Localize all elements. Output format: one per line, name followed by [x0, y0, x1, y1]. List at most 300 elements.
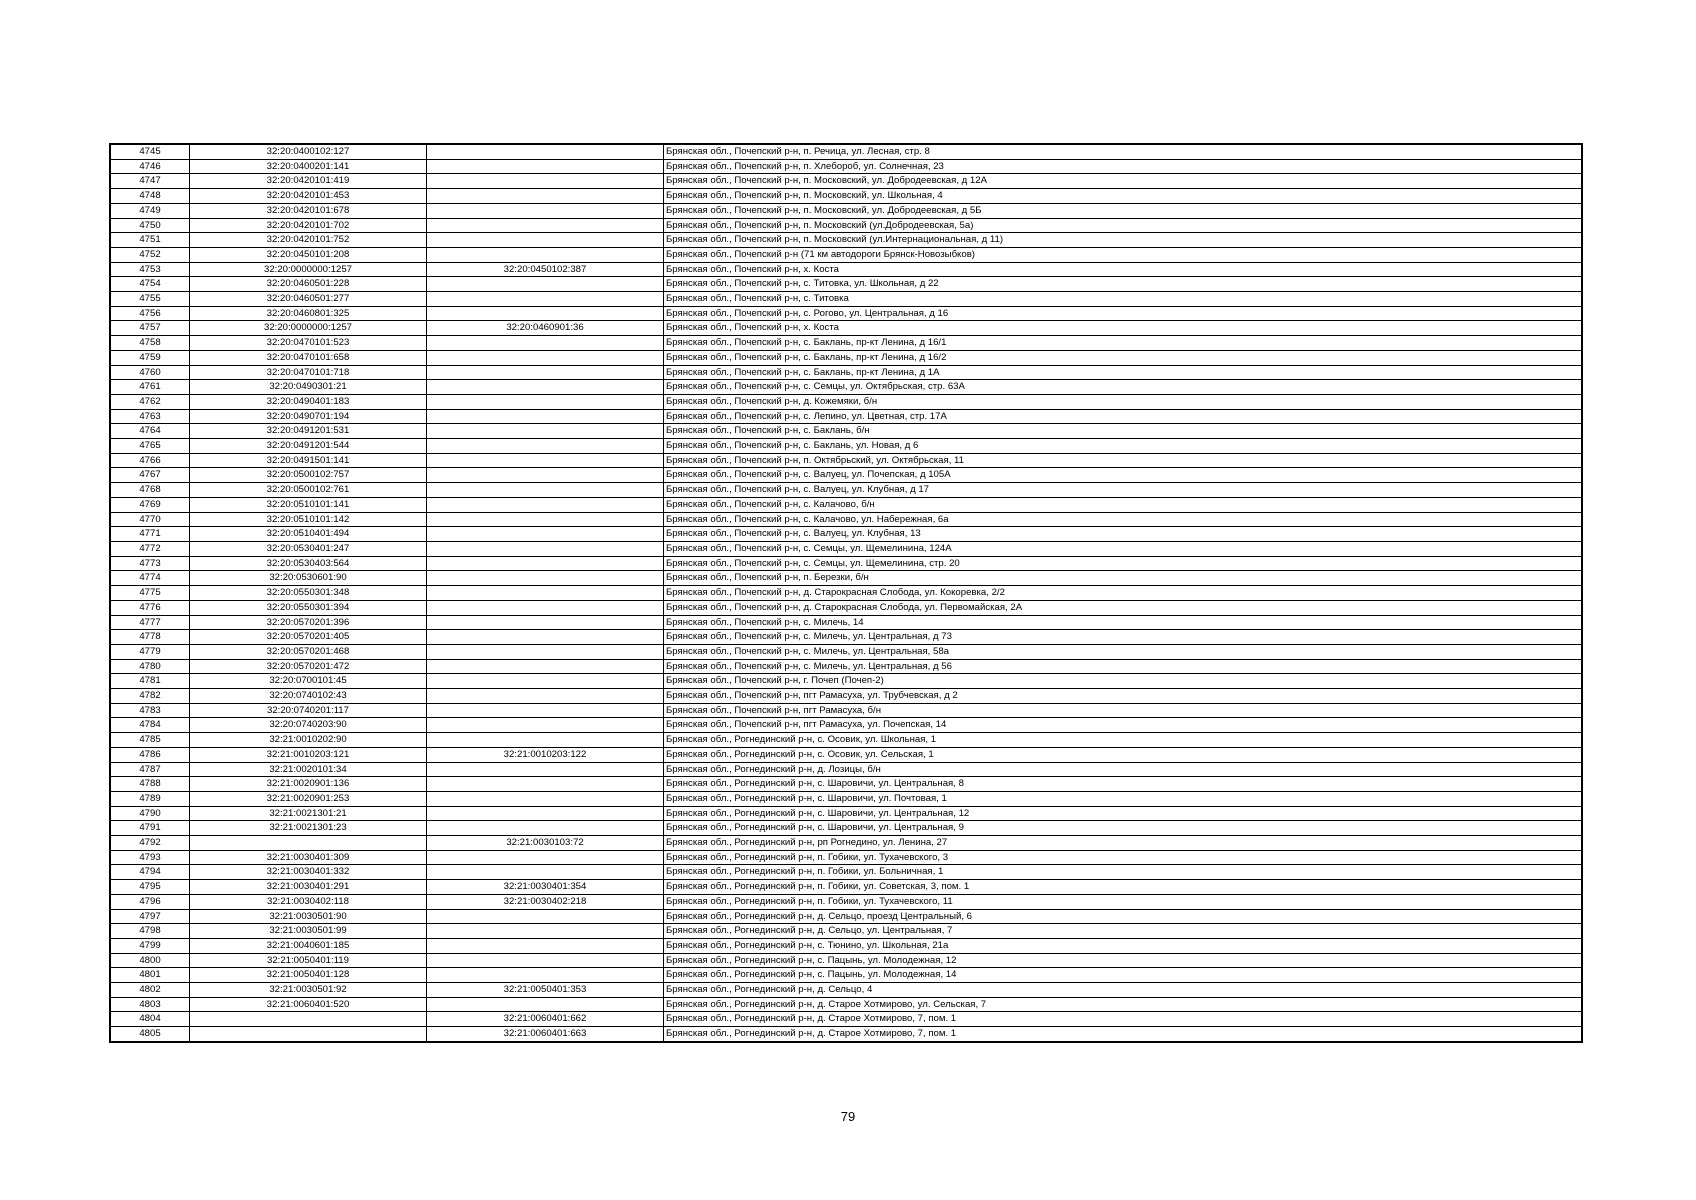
table-row [110, 968, 1582, 983]
table-row [110, 144, 1582, 159]
cadastral-number-cell: 32:20:0491201:531 [190, 424, 427, 439]
row-number-cell: 4799 [110, 938, 190, 953]
related-cadastral-number-cell [427, 159, 664, 174]
related-cadastral-number-cell [427, 850, 664, 865]
cadastral-number-cell: 32:20:0470101:523 [190, 336, 427, 351]
address-cell: Брянская обл., Рогнединский р-н, с. Пацынь, ул. Молодежная, 14 [664, 968, 1583, 983]
cadastral-number-cell [190, 836, 427, 851]
related-cadastral-number-cell [427, 777, 664, 792]
related-cadastral-number-cell [427, 218, 664, 233]
address-cell: Брянская обл., Почепский р-н, с. Семцы, ул. Щемелинина, стр. 20 [664, 556, 1583, 571]
cadastral-number-cell: 32:20:0491501:141 [190, 453, 427, 468]
related-cadastral-number-cell [427, 997, 664, 1012]
cadastral-number-cell: 32:20:0490301:21 [190, 380, 427, 395]
address-cell: Брянская обл., Рогнединский р-н, п. Гобики, ул. Больничная, 1 [664, 865, 1583, 880]
row-number-cell: 4789 [110, 791, 190, 806]
table-row [110, 806, 1582, 821]
table-row [110, 850, 1582, 865]
related-cadastral-number-cell [427, 541, 664, 556]
row-number-cell: 4762 [110, 394, 190, 409]
table-row [110, 541, 1582, 556]
address-cell: Брянская обл., Почепский р-н, п. Московский, ул. Школьная, 4 [664, 189, 1583, 204]
row-number-cell: 4747 [110, 174, 190, 189]
row-number-cell: 4773 [110, 556, 190, 571]
table-row [110, 821, 1582, 836]
row-number-cell: 4753 [110, 262, 190, 277]
cadastral-number-cell: 32:20:0420101:419 [190, 174, 427, 189]
cadastral-number-cell: 32:20:0000000:1257 [190, 262, 427, 277]
cadastral-number-cell: 32:20:0570201:405 [190, 630, 427, 645]
row-number-cell: 4777 [110, 615, 190, 630]
cadastral-number-cell: 32:21:0010202:90 [190, 733, 427, 748]
address-cell: Брянская обл., Рогнединский р-н, с. Пацынь, ул. Молодежная, 12 [664, 953, 1583, 968]
row-number-cell: 4805 [110, 1027, 190, 1042]
cadastral-number-cell: 32:20:0420101:453 [190, 189, 427, 204]
row-number-cell: 4769 [110, 497, 190, 512]
row-number-cell: 4776 [110, 600, 190, 615]
address-cell: Брянская обл., Почепский р-н, с. Баклань, пр-кт Ленина, д 16/1 [664, 336, 1583, 351]
row-number-cell: 4770 [110, 512, 190, 527]
cadastral-number-cell: 32:21:0030401:332 [190, 865, 427, 880]
address-cell: Брянская обл., Почепский р-н, с. Лепино, ул. Цветная, стр. 17А [664, 409, 1583, 424]
related-cadastral-number-cell: 32:21:0010203:122 [427, 747, 664, 762]
related-cadastral-number-cell [427, 277, 664, 292]
related-cadastral-number-cell [427, 791, 664, 806]
row-number-cell: 4759 [110, 350, 190, 365]
row-number-cell: 4758 [110, 336, 190, 351]
row-number-cell: 4801 [110, 968, 190, 983]
row-number-cell: 4746 [110, 159, 190, 174]
related-cadastral-number-cell: 32:21:0030103:72 [427, 836, 664, 851]
related-cadastral-number-cell [427, 144, 664, 159]
cadastral-number-cell: 32:20:0570201:396 [190, 615, 427, 630]
cadastral-number-cell: 32:20:0550301:394 [190, 600, 427, 615]
cadastral-number-cell: 32:21:0050401:128 [190, 968, 427, 983]
table-row [110, 777, 1582, 792]
row-number-cell: 4765 [110, 439, 190, 454]
row-number-cell: 4803 [110, 997, 190, 1012]
related-cadastral-number-cell [427, 247, 664, 262]
table-row [110, 718, 1582, 733]
table-row [110, 615, 1582, 630]
address-cell: Брянская обл., Рогнединский р-н, с. Осовик, ул. Сельская, 1 [664, 747, 1583, 762]
address-cell: Брянская обл., Рогнединский р-н, д. Сельцо, 4 [664, 983, 1583, 998]
related-cadastral-number-cell [427, 394, 664, 409]
cadastral-number-cell: 32:20:0740201:117 [190, 703, 427, 718]
address-cell: Брянская обл., Почепский р-н, п. Московский, ул. Добродеевская, д 12А [664, 174, 1583, 189]
row-number-cell: 4784 [110, 718, 190, 733]
row-number-cell: 4754 [110, 277, 190, 292]
address-cell: Брянская обл., Почепский р-н, п. Березки, б/н [664, 571, 1583, 586]
address-cell: Брянская обл., Почепский р-н, с. Милечь, 14 [664, 615, 1583, 630]
related-cadastral-number-cell [427, 586, 664, 601]
address-cell: Брянская обл., Почепский р-н, д. Старокрасная Слобода, ул. Первомайская, 2А [664, 600, 1583, 615]
address-cell: Брянская обл., Почепский р-н, с. Милечь, ул. Центральная, 58а [664, 644, 1583, 659]
row-number-cell: 4757 [110, 321, 190, 336]
table-row [110, 439, 1582, 454]
related-cadastral-number-cell [427, 600, 664, 615]
table-row [110, 203, 1582, 218]
address-cell: Брянская обл., Почепский р-н, п. Московский (ул.Добродеевская, 5а) [664, 218, 1583, 233]
row-number-cell: 4749 [110, 203, 190, 218]
table-row [110, 953, 1582, 968]
row-number-cell: 4783 [110, 703, 190, 718]
table-row [110, 703, 1582, 718]
table-row [110, 512, 1582, 527]
cadastral-number-cell: 32:20:0700101:45 [190, 674, 427, 689]
table-row [110, 380, 1582, 395]
table-row [110, 938, 1582, 953]
table-row [110, 880, 1582, 895]
address-cell: Брянская обл., Почепский р-н, с. Валуец, ул. Клубная, д 17 [664, 483, 1583, 498]
address-cell: Брянская обл., Почепский р-н, с. Баклань, пр-кт Ленина, д 1А [664, 365, 1583, 380]
address-cell: Брянская обл., Рогнединский р-н, п. Гобики, ул. Тухачевского, 11 [664, 894, 1583, 909]
table-row [110, 350, 1582, 365]
table-row [110, 394, 1582, 409]
address-cell: Брянская обл., Почепский р-н, с. Титовка [664, 292, 1583, 307]
row-number-cell: 4791 [110, 821, 190, 836]
address-cell: Брянская обл., Почепский р-н, х. Коста [664, 321, 1583, 336]
row-number-cell: 4787 [110, 762, 190, 777]
cadastral-number-cell: 32:21:0040601:185 [190, 938, 427, 953]
address-cell: Брянская обл., Рогнединский р-н, с. Тюнино, ул. Школьная, 21а [664, 938, 1583, 953]
table-row [110, 233, 1582, 248]
related-cadastral-number-cell [427, 938, 664, 953]
related-cadastral-number-cell [427, 409, 664, 424]
cadastral-number-cell: 32:20:0470101:718 [190, 365, 427, 380]
table-row [110, 159, 1582, 174]
cadastral-number-cell: 32:20:0530601:90 [190, 571, 427, 586]
cadastral-number-cell: 32:20:0530401:247 [190, 541, 427, 556]
row-number-cell: 4802 [110, 983, 190, 998]
table-row [110, 292, 1582, 307]
row-number-cell: 4768 [110, 483, 190, 498]
cadastral-number-cell: 32:20:0530403:564 [190, 556, 427, 571]
cadastral-number-cell: 32:21:0050401:119 [190, 953, 427, 968]
related-cadastral-number-cell [427, 615, 664, 630]
cadastral-number-cell [190, 1012, 427, 1027]
related-cadastral-number-cell [427, 189, 664, 204]
address-cell: Брянская обл., Почепский р-н, д. Кожемяки, б/н [664, 394, 1583, 409]
related-cadastral-number-cell: 32:21:0050401:353 [427, 983, 664, 998]
related-cadastral-number-cell [427, 439, 664, 454]
related-cadastral-number-cell [427, 336, 664, 351]
row-number-cell: 4798 [110, 924, 190, 939]
address-cell: Брянская обл., Рогнединский р-н, д. Старое Хотмирово, ул. Сельская, 7 [664, 997, 1583, 1012]
address-cell: Брянская обл., Почепский р-н, х. Коста [664, 262, 1583, 277]
table-row [110, 674, 1582, 689]
related-cadastral-number-cell: 32:20:0450102:387 [427, 262, 664, 277]
address-cell: Брянская обл., Почепский р-н, с. Милечь, ул. Центральная, д 73 [664, 630, 1583, 645]
address-cell: Брянская обл., Почепский р-н, с. Баклань, б/н [664, 424, 1583, 439]
address-cell: Брянская обл., Рогнединский р-н, с. Осовик, ул. Школьная, 1 [664, 733, 1583, 748]
table-row [110, 997, 1582, 1012]
table-row [110, 865, 1582, 880]
cadastral-number-cell: 32:21:0020901:253 [190, 791, 427, 806]
cadastral-number-cell: 32:21:0030401:291 [190, 880, 427, 895]
cadastral-number-cell: 32:21:0020901:136 [190, 777, 427, 792]
related-cadastral-number-cell [427, 953, 664, 968]
row-number-cell: 4766 [110, 453, 190, 468]
cadastral-number-cell: 32:21:0030501:99 [190, 924, 427, 939]
table-row [110, 468, 1582, 483]
table-row [110, 600, 1582, 615]
row-number-cell: 4763 [110, 409, 190, 424]
row-number-cell: 4780 [110, 659, 190, 674]
cadastral-number-cell: 32:21:0010203:121 [190, 747, 427, 762]
cadastral-number-cell: 32:20:0000000:1257 [190, 321, 427, 336]
row-number-cell: 4792 [110, 836, 190, 851]
cadastral-number-cell: 32:21:0021301:23 [190, 821, 427, 836]
table-row [110, 630, 1582, 645]
row-number-cell: 4793 [110, 850, 190, 865]
cadastral-number-cell [190, 1027, 427, 1042]
address-cell: Брянская обл., Рогнединский р-н, с. Шаровичи, ул. Центральная, 8 [664, 777, 1583, 792]
address-cell: Брянская обл., Почепский р-н, с. Баклань, пр-кт Ленина, д 16/2 [664, 350, 1583, 365]
related-cadastral-number-cell [427, 674, 664, 689]
related-cadastral-number-cell [427, 821, 664, 836]
row-number-cell: 4761 [110, 380, 190, 395]
table-row [110, 983, 1582, 998]
address-cell: Брянская обл., Рогнединский р-н, рп Рогнедино, ул. Ленина, 27 [664, 836, 1583, 851]
address-cell: Брянская обл., Почепский р-н, с. Валуец, ул. Клубная, 13 [664, 527, 1583, 542]
related-cadastral-number-cell [427, 306, 664, 321]
table-row [110, 689, 1582, 704]
table-row [110, 644, 1582, 659]
address-cell: Брянская обл., Рогнединский р-н, д. Старое Хотмирово, 7, пом. 1 [664, 1012, 1583, 1027]
address-cell: Брянская обл., Почепский р-н (71 км автодороги Брянск-Новозыбков) [664, 247, 1583, 262]
related-cadastral-number-cell [427, 380, 664, 395]
row-number-cell: 4750 [110, 218, 190, 233]
related-cadastral-number-cell: 32:21:0060401:662 [427, 1012, 664, 1027]
address-cell: Брянская обл., Рогнединский р-н, п. Гобики, ул. Тухачевского, 3 [664, 850, 1583, 865]
cadastral-number-cell: 32:20:0490701:194 [190, 409, 427, 424]
row-number-cell: 4785 [110, 733, 190, 748]
registry-table-body [110, 144, 1582, 1042]
table-row [110, 556, 1582, 571]
related-cadastral-number-cell [427, 909, 664, 924]
table-row [110, 483, 1582, 498]
related-cadastral-number-cell [427, 468, 664, 483]
related-cadastral-number-cell [427, 292, 664, 307]
address-cell: Брянская обл., Почепский р-н, п. Хлебороб, ул. Солнечная, 23 [664, 159, 1583, 174]
table-row [110, 659, 1582, 674]
related-cadastral-number-cell [427, 689, 664, 704]
address-cell: Брянская обл., Почепский р-н, д. Старокрасная Слобода, ул. Кокоревка, 2/2 [664, 586, 1583, 601]
cadastral-number-cell: 32:20:0570201:468 [190, 644, 427, 659]
table-row [110, 497, 1582, 512]
cadastral-number-cell: 32:21:0060401:520 [190, 997, 427, 1012]
table-row [110, 321, 1582, 336]
row-number-cell: 4755 [110, 292, 190, 307]
cadastral-number-cell: 32:20:0460501:277 [190, 292, 427, 307]
cadastral-number-cell: 32:20:0550301:348 [190, 586, 427, 601]
table-row [110, 409, 1582, 424]
cadastral-number-cell: 32:20:0420101:702 [190, 218, 427, 233]
address-cell: Брянская обл., Почепский р-н, п. Московский, ул. Добродеевская, д 5Б [664, 203, 1583, 218]
row-number-cell: 4775 [110, 586, 190, 601]
row-number-cell: 4782 [110, 689, 190, 704]
row-number-cell: 4756 [110, 306, 190, 321]
cadastral-number-cell: 32:20:0490401:183 [190, 394, 427, 409]
table-row [110, 733, 1582, 748]
row-number-cell: 4786 [110, 747, 190, 762]
cadastral-number-cell: 32:20:0400102:127 [190, 144, 427, 159]
address-cell: Брянская обл., Почепский р-н, с. Семцы, ул. Щемелинина, 124А [664, 541, 1583, 556]
cadastral-number-cell: 32:20:0570201:472 [190, 659, 427, 674]
cadastral-number-cell: 32:21:0030501:90 [190, 909, 427, 924]
cadastral-number-cell: 32:20:0400201:141 [190, 159, 427, 174]
table-row [110, 277, 1582, 292]
address-cell: Брянская обл., Почепский р-н, п. Речица, ул. Лесная, стр. 8 [664, 144, 1583, 159]
cadastral-number-cell: 32:21:0030501:92 [190, 983, 427, 998]
related-cadastral-number-cell: 32:20:0460901:36 [427, 321, 664, 336]
related-cadastral-number-cell [427, 762, 664, 777]
address-cell: Брянская обл., Почепский р-н, с. Баклань, ул. Новая, д 6 [664, 439, 1583, 454]
related-cadastral-number-cell [427, 556, 664, 571]
address-cell: Брянская обл., Рогнединский р-н, п. Гобики, ул. Советская, 3, пом. 1 [664, 880, 1583, 895]
address-cell: Брянская обл., Почепский р-н, с. Калачово, б/н [664, 497, 1583, 512]
table-row [110, 836, 1582, 851]
related-cadastral-number-cell [427, 512, 664, 527]
related-cadastral-number-cell: 32:21:0060401:663 [427, 1027, 664, 1042]
address-cell: Брянская обл., Рогнединский р-н, д. Лозицы, б/н [664, 762, 1583, 777]
related-cadastral-number-cell [427, 365, 664, 380]
related-cadastral-number-cell [427, 644, 664, 659]
address-cell: Брянская обл., Почепский р-н, с. Валуец, ул. Почепская, д 105А [664, 468, 1583, 483]
related-cadastral-number-cell [427, 233, 664, 248]
table-row [110, 336, 1582, 351]
cadastral-number-cell: 32:20:0470101:658 [190, 350, 427, 365]
row-number-cell: 4745 [110, 144, 190, 159]
cadastral-number-cell: 32:20:0420101:752 [190, 233, 427, 248]
cadastral-number-cell: 32:20:0740102:43 [190, 689, 427, 704]
cadastral-number-cell: 32:20:0510101:141 [190, 497, 427, 512]
row-number-cell: 4751 [110, 233, 190, 248]
related-cadastral-number-cell [427, 453, 664, 468]
address-cell: Брянская обл., Почепский р-н, п. Московский (ул.Интернациональная, д 11) [664, 233, 1583, 248]
table-row [110, 174, 1582, 189]
cadastral-number-cell: 32:20:0460501:228 [190, 277, 427, 292]
address-cell: Брянская обл., Почепский р-н, с. Милечь, ул. Центральная, д 56 [664, 659, 1583, 674]
cadastral-number-cell: 32:20:0460801:325 [190, 306, 427, 321]
table-row [110, 1027, 1582, 1042]
address-cell: Брянская обл., Рогнединский р-н, с. Шаровичи, ул. Почтовая, 1 [664, 791, 1583, 806]
table-row [110, 218, 1582, 233]
row-number-cell: 4771 [110, 527, 190, 542]
related-cadastral-number-cell [427, 571, 664, 586]
address-cell: Брянская обл., Рогнединский р-н, с. Шаровичи, ул. Центральная, 9 [664, 821, 1583, 836]
row-number-cell: 4779 [110, 644, 190, 659]
row-number-cell: 4767 [110, 468, 190, 483]
cadastral-number-cell: 32:20:0740203:90 [190, 718, 427, 733]
table-row [110, 747, 1582, 762]
address-cell: Брянская обл., Рогнединский р-н, с. Шаровичи, ул. Центральная, 12 [664, 806, 1583, 821]
address-cell: Брянская обл., Почепский р-н, с. Калачово, ул. Набережная, 6а [664, 512, 1583, 527]
page-number: 79 [840, 1109, 856, 1124]
table-row [110, 1012, 1582, 1027]
table-row [110, 791, 1582, 806]
address-cell: Брянская обл., Почепский р-н, пгт Рамасуха, ул. Трубчевская, д 2 [664, 689, 1583, 704]
related-cadastral-number-cell [427, 203, 664, 218]
row-number-cell: 4794 [110, 865, 190, 880]
related-cadastral-number-cell [427, 924, 664, 939]
related-cadastral-number-cell [427, 424, 664, 439]
table-row [110, 762, 1582, 777]
property-registry-table [109, 143, 1583, 1043]
related-cadastral-number-cell [427, 865, 664, 880]
related-cadastral-number-cell [427, 630, 664, 645]
related-cadastral-number-cell [427, 497, 664, 512]
table-row [110, 424, 1582, 439]
related-cadastral-number-cell [427, 350, 664, 365]
cadastral-number-cell: 32:21:0030401:309 [190, 850, 427, 865]
table-row [110, 365, 1582, 380]
table-row [110, 453, 1582, 468]
related-cadastral-number-cell: 32:21:0030402:218 [427, 894, 664, 909]
table-row [110, 306, 1582, 321]
table-row [110, 571, 1582, 586]
table-row [110, 909, 1582, 924]
related-cadastral-number-cell [427, 806, 664, 821]
address-cell: Брянская обл., Почепский р-н, г. Почеп (Почеп-2) [664, 674, 1583, 689]
row-number-cell: 4804 [110, 1012, 190, 1027]
row-number-cell: 4752 [110, 247, 190, 262]
cadastral-number-cell: 32:20:0510401:494 [190, 527, 427, 542]
cadastral-number-cell: 32:20:0491201:544 [190, 439, 427, 454]
table-row [110, 527, 1582, 542]
row-number-cell: 4774 [110, 571, 190, 586]
table-row [110, 924, 1582, 939]
related-cadastral-number-cell [427, 718, 664, 733]
related-cadastral-number-cell [427, 527, 664, 542]
cadastral-number-cell: 32:21:0020101:34 [190, 762, 427, 777]
row-number-cell: 4788 [110, 777, 190, 792]
row-number-cell: 4781 [110, 674, 190, 689]
address-cell: Брянская обл., Почепский р-н, пгт Рамасуха, б/н [664, 703, 1583, 718]
address-cell: Брянская обл., Рогнединский р-н, д. Сельцо, ул. Центральная, 7 [664, 924, 1583, 939]
row-number-cell: 4797 [110, 909, 190, 924]
row-number-cell: 4790 [110, 806, 190, 821]
table-row [110, 262, 1582, 277]
row-number-cell: 4795 [110, 880, 190, 895]
address-cell: Брянская обл., Почепский р-н, с. Титовка, ул. Школьная, д 22 [664, 277, 1583, 292]
related-cadastral-number-cell [427, 174, 664, 189]
row-number-cell: 4796 [110, 894, 190, 909]
row-number-cell: 4748 [110, 189, 190, 204]
related-cadastral-number-cell [427, 703, 664, 718]
related-cadastral-number-cell: 32:21:0030401:354 [427, 880, 664, 895]
cadastral-number-cell: 32:20:0500102:761 [190, 483, 427, 498]
address-cell: Брянская обл., Рогнединский р-н, д. Сельцо, проезд Центральный, 6 [664, 909, 1583, 924]
cadastral-number-cell: 32:20:0510101:142 [190, 512, 427, 527]
address-cell: Брянская обл., Почепский р-н, с. Рогово, ул. Центральная, д 16 [664, 306, 1583, 321]
row-number-cell: 4760 [110, 365, 190, 380]
address-cell: Брянская обл., Рогнединский р-н, д. Старое Хотмирово, 7, пом. 1 [664, 1027, 1583, 1042]
cadastral-number-cell: 32:21:0021301:21 [190, 806, 427, 821]
related-cadastral-number-cell [427, 968, 664, 983]
address-cell: Брянская обл., Почепский р-н, пгт Рамасуха, ул. Почепская, 14 [664, 718, 1583, 733]
row-number-cell: 4800 [110, 953, 190, 968]
cadastral-number-cell: 32:20:0500102:757 [190, 468, 427, 483]
row-number-cell: 4764 [110, 424, 190, 439]
table-row [110, 189, 1582, 204]
table-row [110, 894, 1582, 909]
row-number-cell: 4778 [110, 630, 190, 645]
related-cadastral-number-cell [427, 659, 664, 674]
related-cadastral-number-cell [427, 733, 664, 748]
address-cell: Брянская обл., Почепский р-н, с. Семцы, ул. Октябрьская, стр. 63А [664, 380, 1583, 395]
